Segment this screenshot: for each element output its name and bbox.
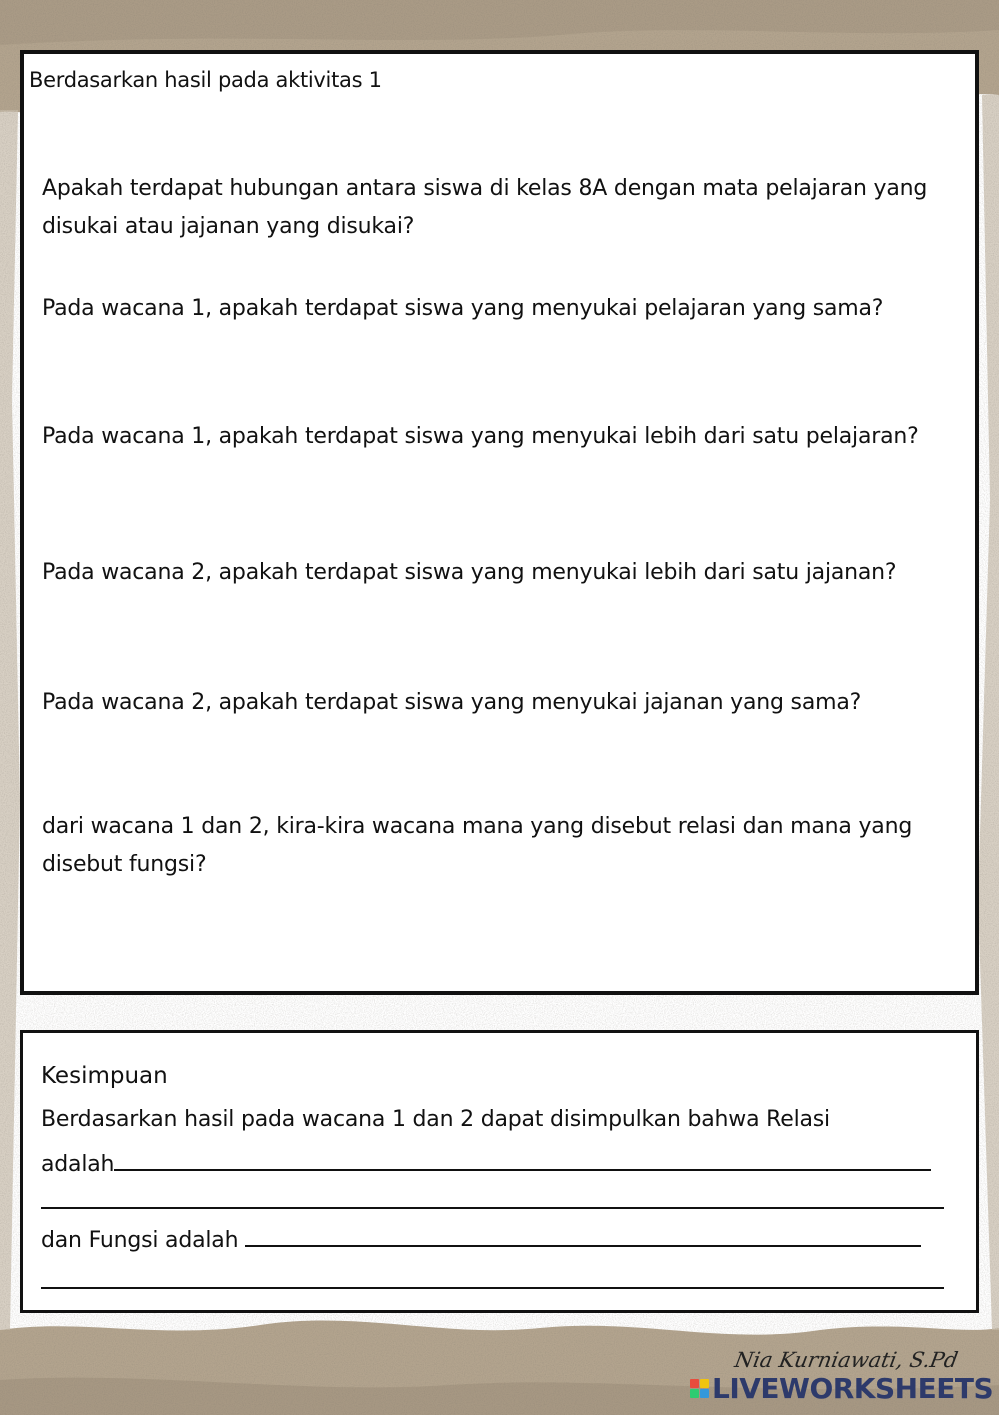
- relasi-answer-blank-2[interactable]: [41, 1185, 944, 1209]
- fungsi-label: dan Fungsi adalah: [41, 1228, 239, 1253]
- questions-box: [20, 50, 979, 995]
- liveworksheets-logo-icon: [690, 1379, 709, 1398]
- conclusion-sentence: Berdasarkan hasil pada wacana 1 dan 2 dapat disimpulkan bahwa Relasi: [41, 1107, 830, 1132]
- fungsi-answer-blank[interactable]: [245, 1223, 921, 1247]
- question-1: Apakah terdapat hubungan antara siswa di kelas 8A dengan mata pelajaran yang disukai atau jajanan yang disukai?: [42, 176, 928, 239]
- fungsi-answer-row: [41, 1223, 921, 1253]
- question-6: dari wacana 1 dan 2, kira-kira wacana mana yang disebut relasi dan mana yang disebut fungsi?: [42, 814, 913, 877]
- conclusion-title: Kesimpuan: [41, 1063, 168, 1089]
- relasi-answer-blank[interactable]: [114, 1147, 931, 1171]
- fungsi-answer-row-2: [41, 1265, 944, 1295]
- brand-name: LIVEWORKSHEETS: [712, 1372, 994, 1405]
- conclusion-box: [20, 1030, 979, 1313]
- question-2: Pada wacana 1, apakah terdapat siswa yang menyukai pelajaran yang sama?: [42, 296, 884, 321]
- fungsi-answer-blank-2[interactable]: [41, 1265, 944, 1289]
- liveworksheets-brand[interactable]: [690, 1372, 993, 1405]
- question-4: Pada wacana 2, apakah terdapat siswa yang menyukai lebih dari satu jajanan?: [42, 560, 897, 585]
- question-5: Pada wacana 2, apakah terdapat siswa yang menyukai jajanan yang sama?: [42, 690, 862, 715]
- intro-text: Berdasarkan hasil pada aktivitas 1: [29, 68, 382, 92]
- relasi-label: adalah: [41, 1152, 115, 1177]
- relasi-answer-row-2: [41, 1185, 944, 1215]
- question-3: Pada wacana 1, apakah terdapat siswa yang menyukai lebih dari satu pelajaran?: [42, 424, 919, 449]
- relasi-answer-row: [41, 1147, 931, 1177]
- author-signature: Nia Kurniawati, S.Pd: [732, 1348, 960, 1372]
